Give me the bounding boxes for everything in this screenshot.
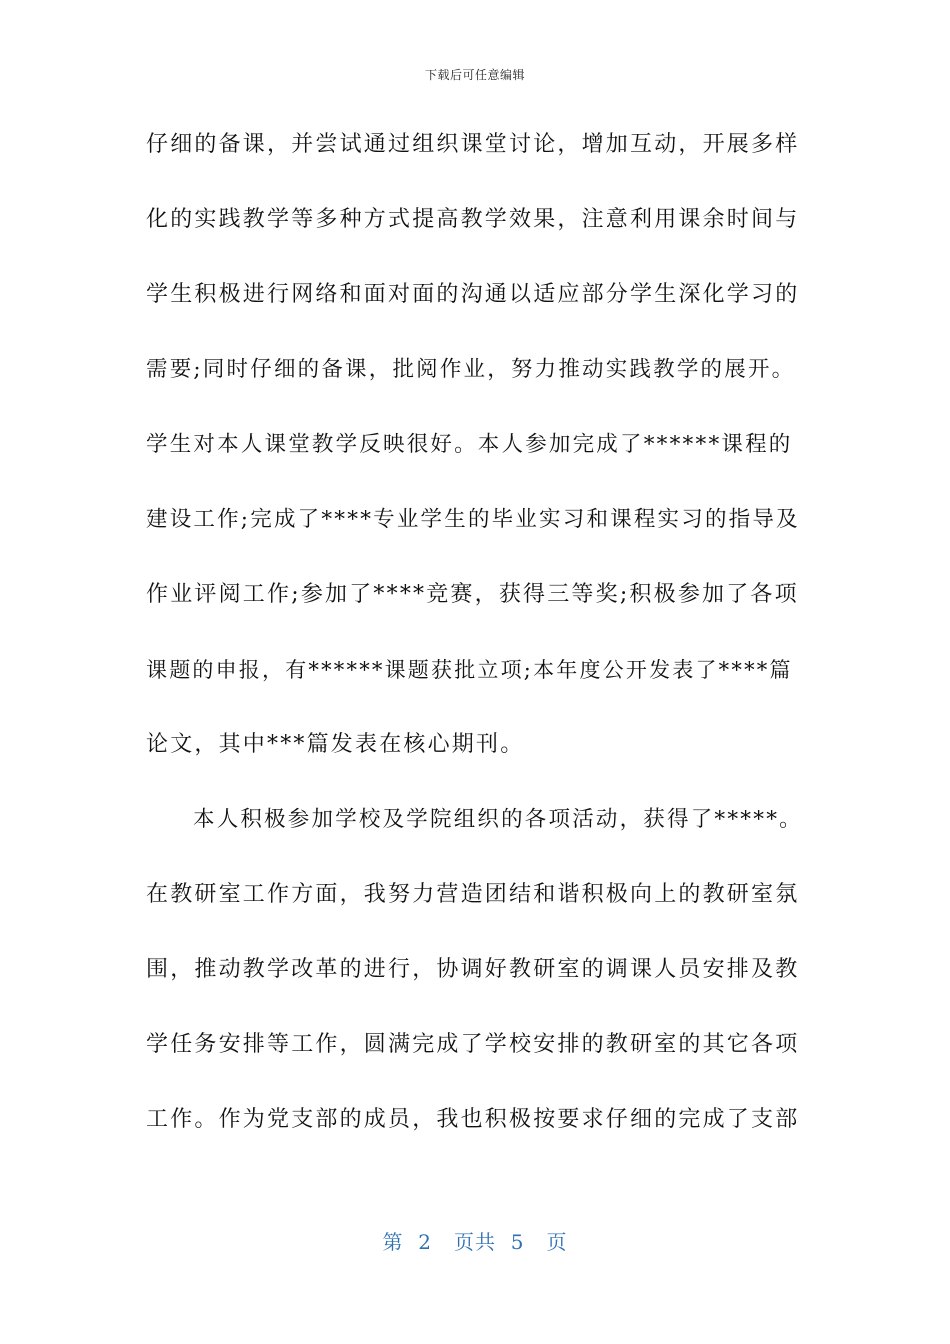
- body-line-10: 本人积极参加学校及学院组织的各项活动，获得了*****。: [193, 807, 803, 832]
- body-line-1: 仔细的备课，并尝试通过组织课堂讨论，增加互动，开展多样: [146, 132, 800, 157]
- body-line-8: 课题的申报，有******课题获批立项;本年度公开发表了****篇: [146, 658, 793, 682]
- body-line-5: 学生对本人课堂教学反映很好。本人参加完成了******课程的: [146, 432, 793, 457]
- body-line-7: 作业评阅工作;参加了****竞赛，获得三等奖;积极参加了各项: [146, 582, 799, 607]
- body-line-4: 需要;同时仔细的备课，批阅作业，努力推动实践教学的展开。: [146, 357, 796, 382]
- body-line-14: 工作。作为党支部的成员，我也积极按要求仔细的完成了支部: [146, 1107, 800, 1132]
- body-line-2: 化的实践教学等多种方式提高教学效果，注意利用课余时间与: [146, 207, 800, 232]
- page-number-footer: 第 2 页共 5 页: [382, 1230, 568, 1254]
- body-line-3: 学生积极进行网络和面对面的沟通以适应部分学生深化学习的: [146, 282, 800, 307]
- body-line-11: 在教研室工作方面，我努力营造团结和谐积极向上的教研室氛: [146, 882, 800, 907]
- body-line-12: 围，推动教学改革的进行，协调好教研室的调课人员安排及教: [146, 957, 800, 982]
- body-line-13: 学任务安排等工作，圆满完成了学校安排的教研室的其它各项: [146, 1032, 800, 1057]
- body-line-9: 论文，其中***篇发表在核心期刊。: [146, 732, 525, 757]
- header-note: 下载后可任意编辑: [424, 68, 525, 82]
- body-line-6: 建设工作;完成了****专业学生的毕业实习和课程实习的指导及: [146, 507, 800, 532]
